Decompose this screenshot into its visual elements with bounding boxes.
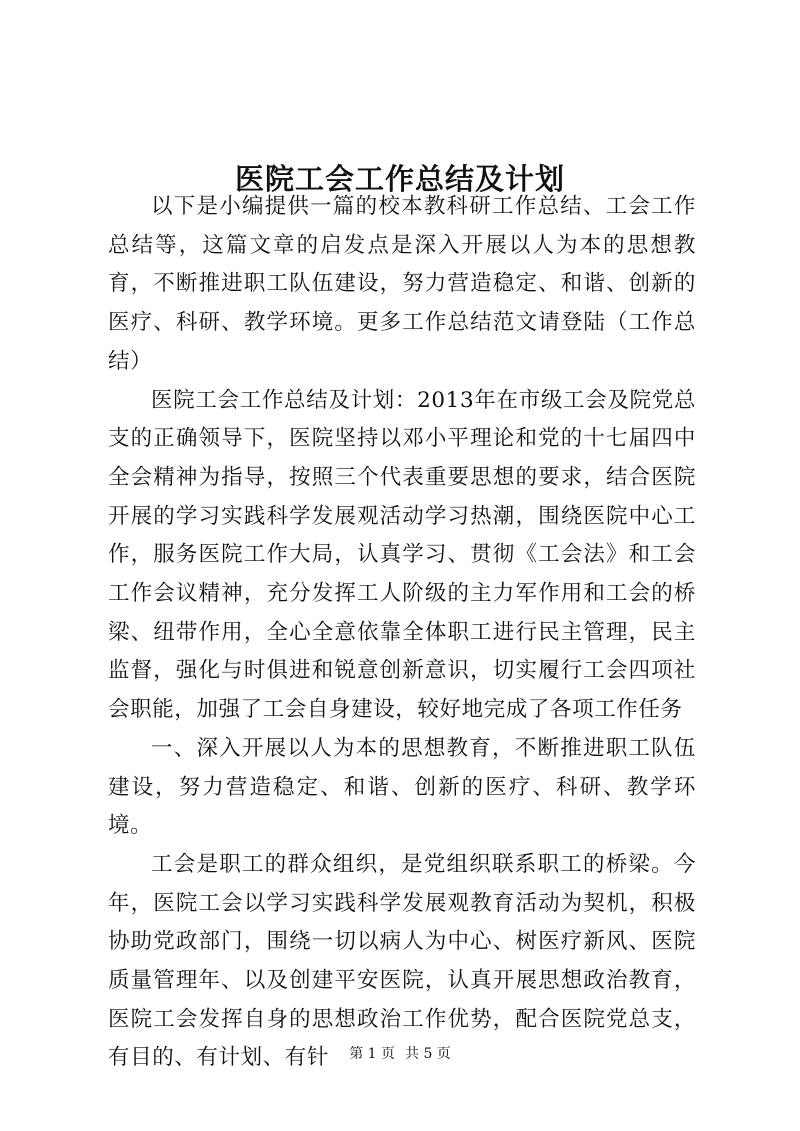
page-number: 第 1 页 [349, 1046, 395, 1062]
paragraph-union-role: 工会是职工的群众组织，是党组织联系职工的桥梁。今年，医院工会以学习实践科学发展观教育活动为契机，积极协助党政部门，围绕一切以病人为中心、树医疗新风、医院质量管理年、以及创建平安医院，认真开展思想政治教育，医院工会发挥自身的思想政治工作优势，配合医院党总支，有目的、有计划、有针 [108, 851, 696, 1071]
document-title: 医院工会工作总结及计划 [234, 162, 565, 197]
document-body [108, 188, 696, 1078]
paragraph-intro: 以下是小编提供一篇的校本教科研工作总结、工会工作总结等，这篇文章的启发点是深入开展以人为本的思想教育，不断推进职工队伍建设，努力营造稳定、和谐、创新的医疗、科研、教学环境。更多工作总结范文请登陆（工作总结） [108, 194, 696, 374]
page-total: 共 5 页 [405, 1046, 451, 1062]
page-footer [0, 1044, 800, 1064]
paragraph-section-one-heading: 一、深入开展以人为本的思想教育，不断推进职工队伍建设，努力营造稳定、和谐、创新的医疗、科研、教学环境。 [108, 735, 696, 839]
paragraph-summary: 医院工会工作总结及计划：2013年在市级工会及院党总支的正确领导下，医院坚持以邓小平理论和党的十七届四中全会精神为指导，按照三个代表重要思想的要求，结合医院开展的学习实践科学发展观活动学习热潮，围绕医院中心工作，服务医院工作大局，认真学习、贯彻《工会法》和工会工作会议精神，充分发挥工人阶级的主力军作用和工会的桥梁、纽带作用，全心全意依靠全体职工进行民主管理，民主监督，强化与时俱进和锐意创新意识，切实履行工会四项社会职能，加强了工会自身建设，较好地完成了各项工作任务 [108, 387, 696, 723]
